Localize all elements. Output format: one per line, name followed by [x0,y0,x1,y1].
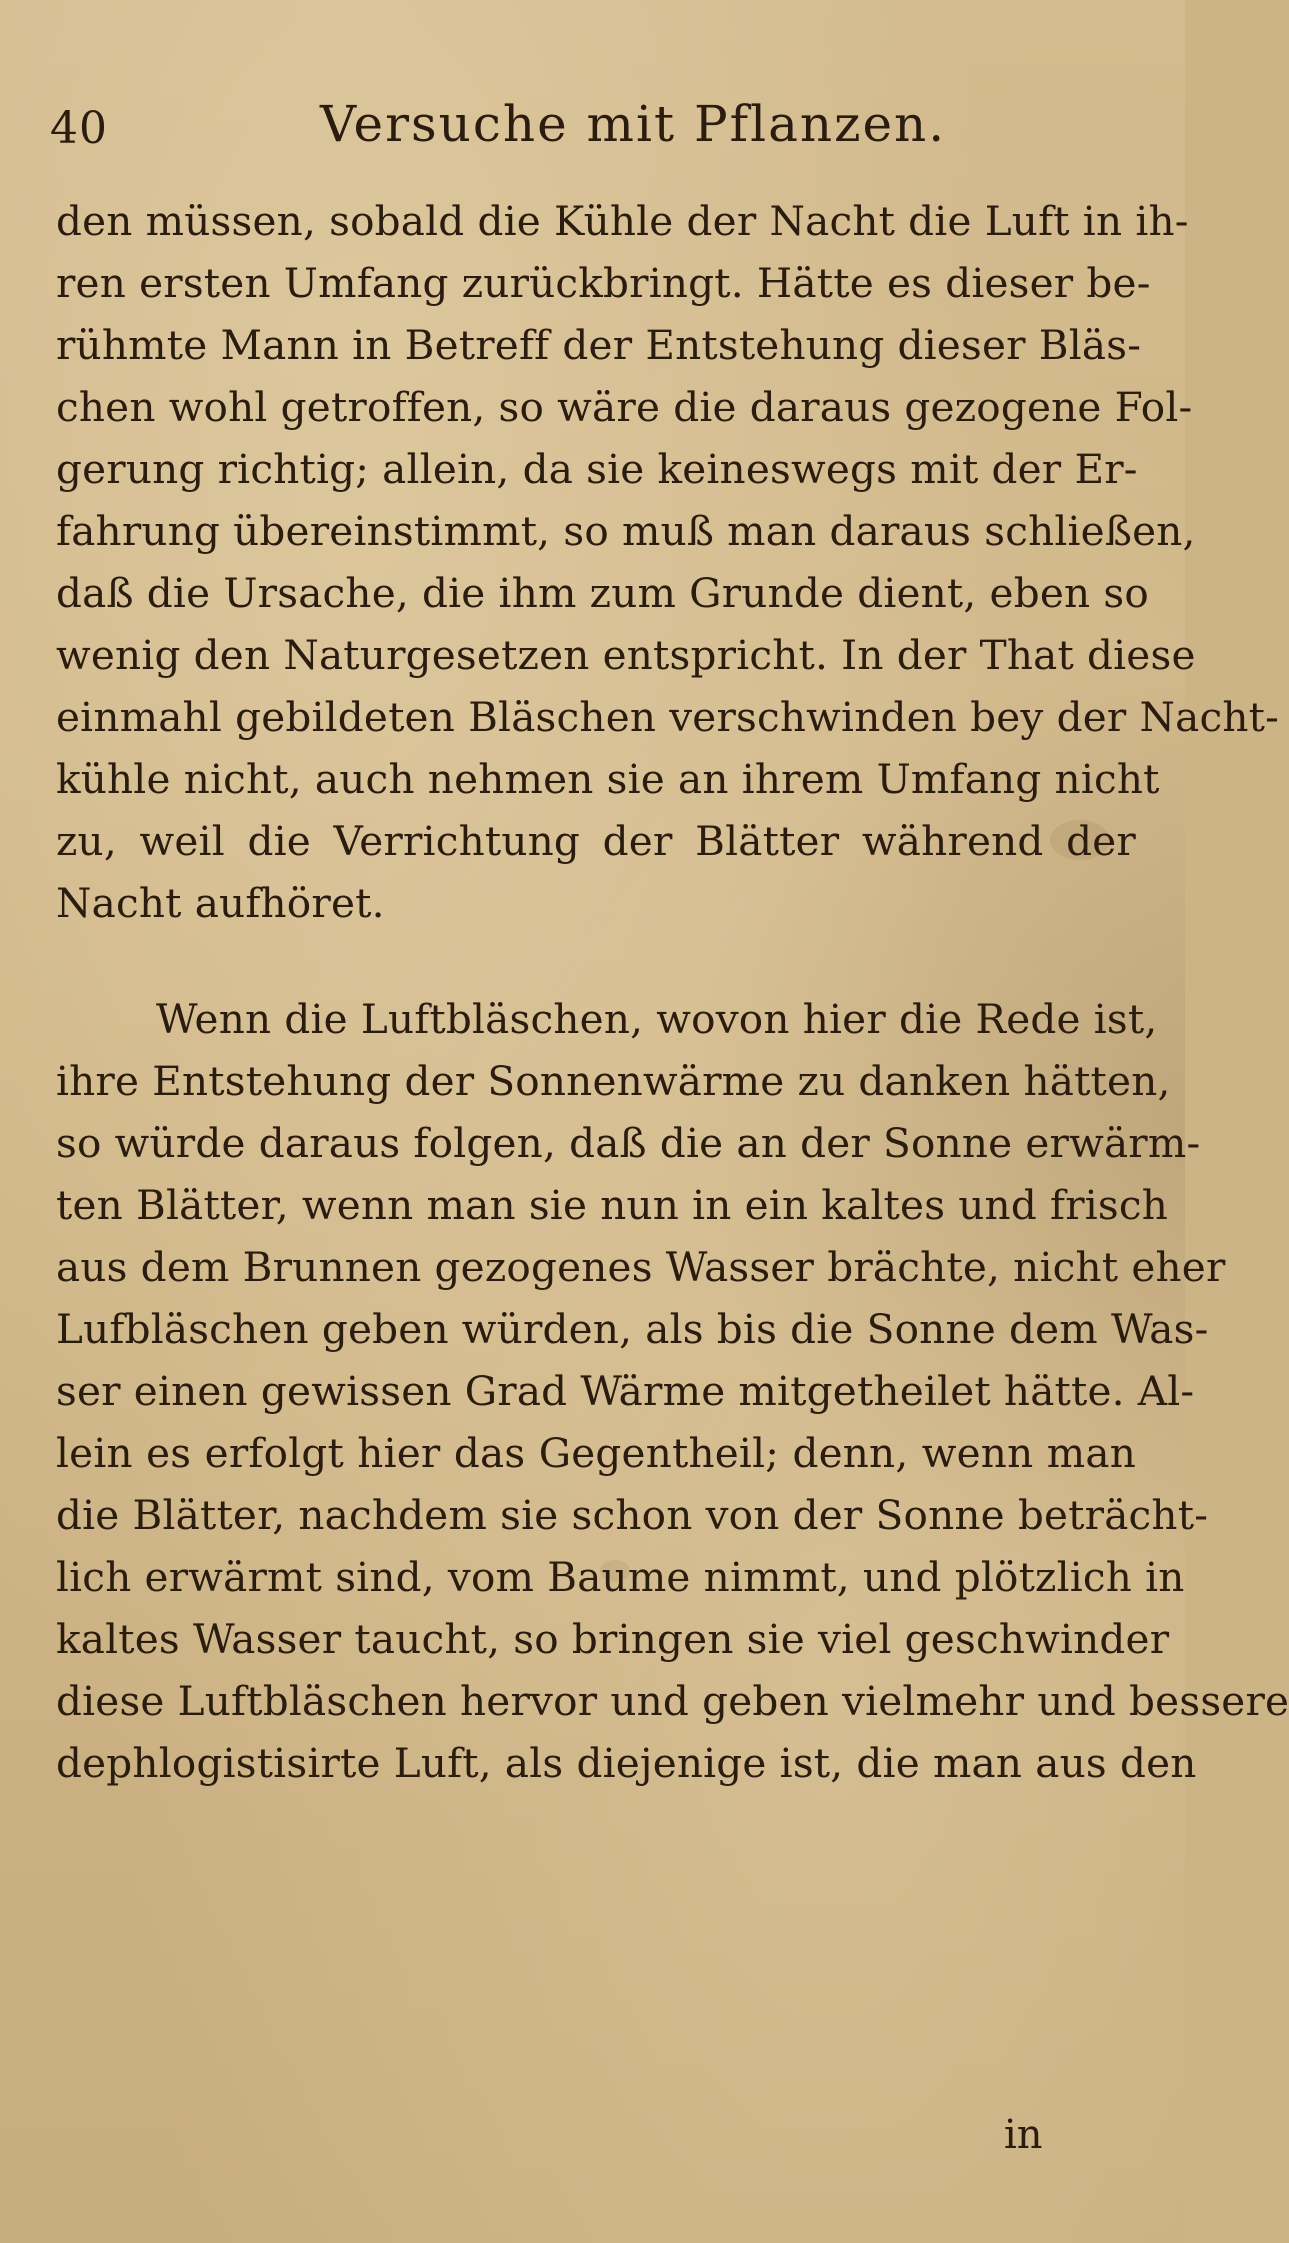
text-line: ten Blätter, wenn man sie nun in ein kaltes und frisch [56,1181,1169,1229]
text-line: den müssen, sobald die Kühle der Nacht die Luft in ih- [56,197,1189,245]
text-line: rühmte Mann in Betreff der Entstehung dieser Bläs- [56,321,1142,369]
text-line: gerung richtig; allein, da sie keineswegs mit der Er- [56,445,1138,493]
text-line: ren ersten Umfang zurückbringt. Hätte es dieser be- [56,259,1151,307]
paragraph-2 [56,988,1289,1794]
text-line: ihre Entstehung der Sonnenwärme zu danken hätten, [56,1057,1171,1105]
text-line: lein es erfolgt hier das Gegentheil; denn, wenn man [56,1429,1136,1477]
body-text [56,190,1289,1794]
page-header [50,95,1135,165]
text-line: fahrung übereinstimmt, so muß man daraus schließen, [56,507,1196,555]
text-line: Lufbläschen geben würden, als bis die Sonne dem Was- [56,1305,1209,1353]
text-line: lich erwärmt sind, vom Baume nimmt, und plötzlich in [56,1553,1185,1601]
running-head: Versuche mit Pflanzen. [320,95,947,153]
text-line: einmahl gebildeten Bläschen verschwinden bey der Nacht- [56,693,1280,741]
text-line: kühle nicht, auch nehmen sie an ihrem Umfang nicht [56,755,1160,803]
text-line: wenig den Naturgesetzen entspricht. In der That diese [56,631,1196,679]
text-line: Nacht aufhöret. [56,879,385,927]
text-line: Wenn die Luftbläschen, wovon hier die Rede ist, [156,995,1158,1043]
page-number: 40 [50,103,108,154]
text-line: chen wohl getroffen, so wäre die daraus gezogene Fol- [56,383,1193,431]
text-line: so würde daraus folgen, daß die an der Sonne erwärm- [56,1119,1201,1167]
paragraph-spacer [56,934,1136,988]
text-line: die Blätter, nachdem sie schon von der Sonne beträcht- [56,1491,1209,1539]
text-line: aus dem Brunnen gezogenes Wasser brächte, nicht eher [56,1243,1226,1291]
text-line: ser einen gewissen Grad Wärme mitgetheilet hätte. Al- [56,1367,1195,1415]
catchword: in [1004,2112,1043,2158]
text-line: dephlogistisirte Luft, als diejenige ist, die man aus den [56,1739,1197,1787]
text-line: zu, weil die Verrichtung der Blätter während der [56,817,1136,865]
text-line: diese Luftbläschen hervor und geben vielmehr und bessere [56,1677,1289,1725]
text-line: daß die Ursache, die ihm zum Grunde dient, eben so [56,569,1149,617]
paragraph-1 [56,190,1280,934]
text-line: kaltes Wasser taucht, so bringen sie viel geschwinder [56,1615,1170,1663]
